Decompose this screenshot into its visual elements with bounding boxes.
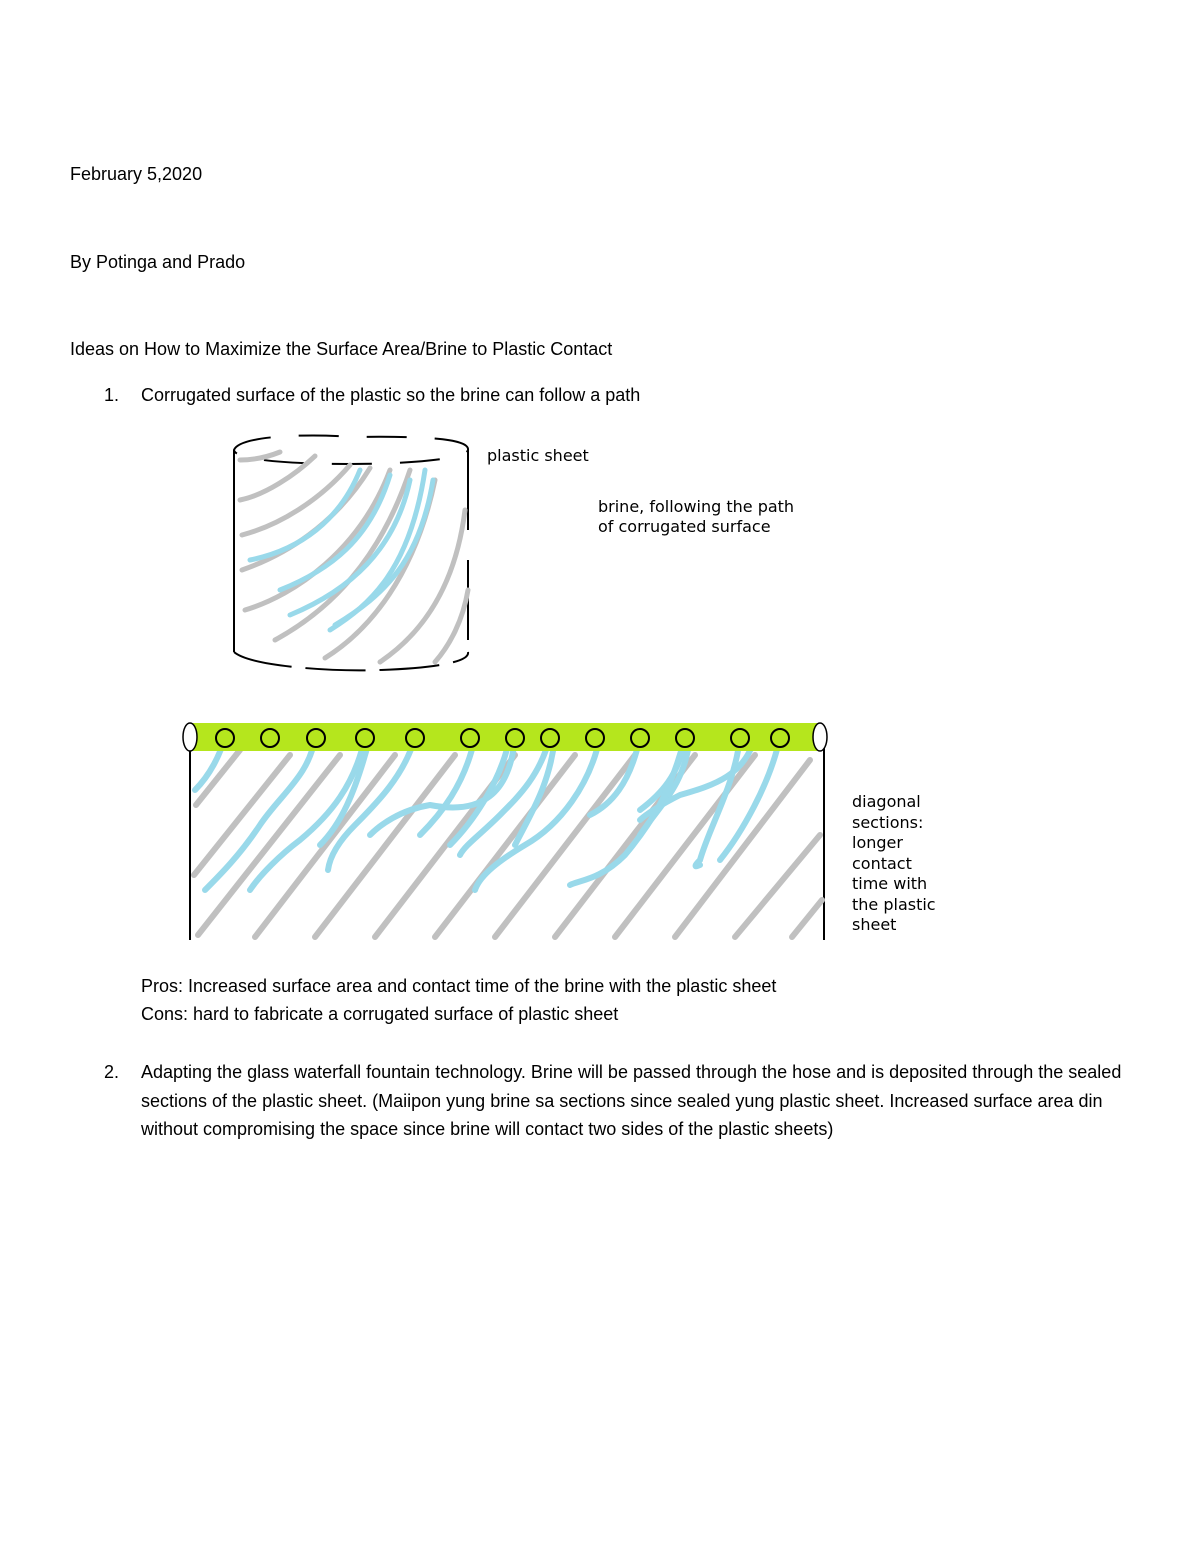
hose-body [188,723,822,751]
document-authors: By Potinga and Prado [70,252,246,272]
brine-label-line1: brine, following the path [598,497,795,516]
diagonal-label-line: the plastic [852,894,936,914]
pros-text: Increased surface area and contact time of the brine with the plastic sheet [183,976,777,996]
cons-text: hard to fabricate a corrugated surface of plastic sheet [188,1004,619,1024]
diagonal-label-line: longer [852,833,903,852]
brine-label-line2: of corrugated surface [598,517,771,536]
document-date: February 5,2020 [70,164,203,184]
cylinder-top-edge [234,435,468,464]
diagonal-sections-label [852,792,936,936]
diagonal-label-line: time with [852,874,928,893]
diagonal-label-line: sheet [852,915,897,934]
plastic-sheet-label: plastic sheet [487,446,589,465]
hose-diagonal-sections-figure [180,715,830,945]
cons-label: Cons: [141,1004,189,1024]
diagonal-label-line: diagonal [852,792,921,811]
hose-right-end [813,723,827,751]
diagonal-label-line: sections: [852,812,924,832]
idea-1-text: Corrugated surface of the plastic so the brine can follow a path [141,385,641,405]
pros-line [141,975,776,997]
document-title: Ideas on How to Maximize the Surface Area/Brine to Plastic Contact [70,339,613,359]
cons-line [141,1003,618,1025]
idea-2-text: Adapting the glass waterfall fountain technology. Brine will be passed through the hose and is deposited through the sealed sections of the plastic sheet. (Maiipon yung brine sa sections since sealed yung plastic sheet. Increased surface area din without compromising the space since brine will contact two sides of the plastic sheets) [141,1062,1122,1139]
idea-2-number: 2. [104,1062,120,1082]
diagonal-label-line: contact [852,853,912,873]
pros-label: Pros: [141,976,184,996]
corrugated-cylinder-figure [220,430,480,680]
hose-left-end [183,723,197,751]
idea-1-number: 1. [104,385,120,405]
